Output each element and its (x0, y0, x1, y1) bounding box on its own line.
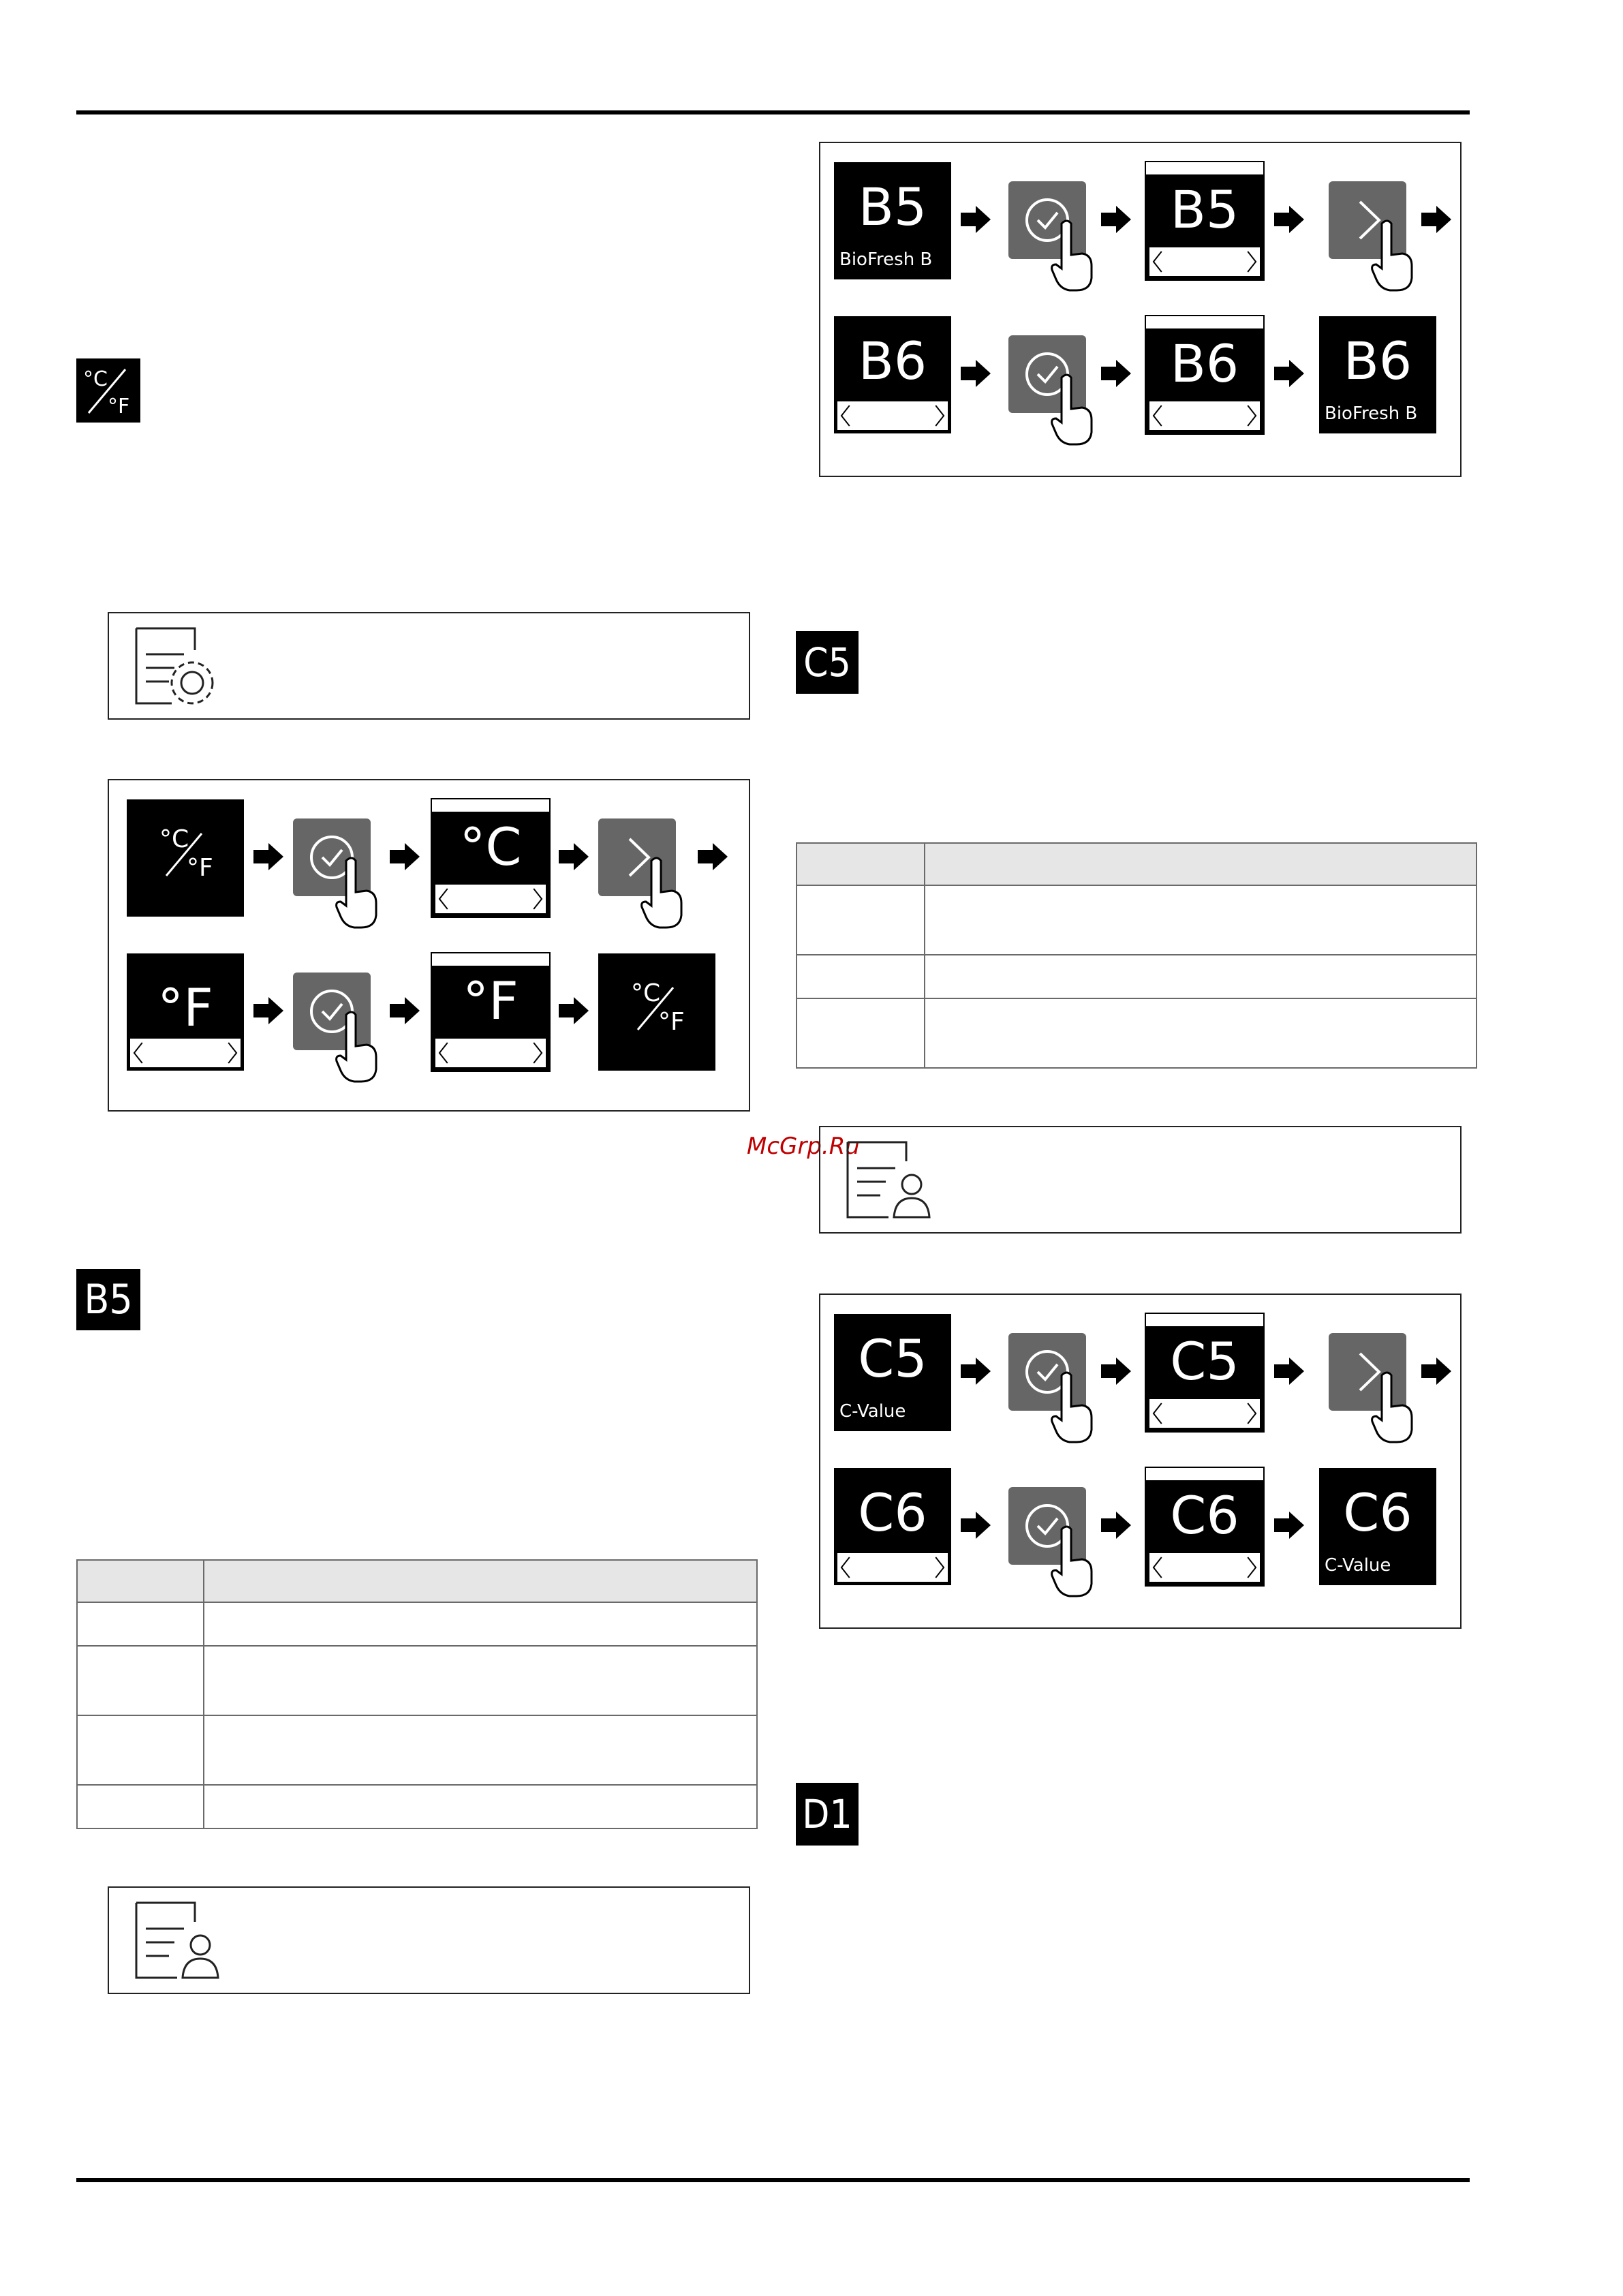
tile-value: C6 (1170, 1485, 1239, 1546)
tile-nav (1149, 1398, 1261, 1428)
arrow-icon (959, 358, 992, 388)
tile-value: C5 (858, 1328, 927, 1389)
arrow-icon (959, 204, 992, 234)
c5-selected-tile (1146, 1314, 1263, 1431)
svg-text:°F: °F (187, 854, 213, 882)
settings-document-icon (129, 620, 232, 716)
arrow-icon (1100, 1510, 1132, 1540)
hand-pointer-icon (1049, 218, 1097, 293)
user-info-box (819, 1126, 1462, 1234)
arrow-icon (959, 1510, 992, 1540)
fahrenheit-selected-tile (432, 953, 549, 1071)
c5-tile (834, 1314, 951, 1431)
fahrenheit-tile (127, 953, 244, 1071)
unit-tile (127, 799, 244, 917)
bottom-rule (76, 2178, 1470, 2182)
tile-subtitle: BioFresh B (839, 249, 933, 270)
c5-badge: C5 (796, 631, 859, 694)
arrow-icon (557, 842, 590, 872)
tile-value: C6 (1343, 1482, 1412, 1543)
hand-pointer-icon (334, 1009, 382, 1084)
svg-text:°C: °C (159, 825, 189, 853)
svg-text:°F: °F (108, 395, 130, 418)
tile-nav (435, 1038, 546, 1068)
table-row (797, 998, 1477, 1068)
b5-selected-tile (1146, 162, 1263, 279)
arrow-icon (1420, 1356, 1453, 1386)
arrow-icon (252, 842, 285, 872)
tile-nav (129, 1038, 241, 1068)
hand-pointer-icon (334, 855, 382, 930)
hand-pointer-icon (1049, 372, 1097, 447)
arrow-icon (959, 1356, 992, 1386)
tile-nav (837, 1552, 948, 1582)
tile-nav (1149, 401, 1261, 431)
b5-table (76, 1559, 758, 1829)
watermark: McGrp.Ru (747, 1133, 860, 1160)
hand-pointer-icon (639, 855, 687, 930)
tile-value: B6 (1170, 333, 1239, 394)
celsius-tile (432, 799, 549, 917)
c6-tile (834, 1468, 951, 1585)
tile-value: °F (463, 970, 519, 1031)
celsius-fahrenheit-icon (76, 358, 140, 423)
arrow-icon (388, 996, 421, 1026)
arrow-icon (1420, 204, 1453, 234)
svg-text:°C: °C (83, 367, 108, 391)
b-flow-diagram (819, 142, 1462, 477)
arrow-icon (1100, 358, 1132, 388)
c-flow-diagram (819, 1294, 1462, 1629)
arrow-icon (557, 996, 590, 1026)
user-info-box (108, 1886, 750, 1994)
table-row (77, 1646, 757, 1715)
tile-value: B5 (858, 177, 927, 237)
tile-nav (435, 884, 546, 914)
unit-tile (598, 953, 715, 1071)
b6-selected-tile (1146, 316, 1263, 433)
tile-nav (837, 401, 948, 431)
tile-subtitle: C-Value (839, 1401, 906, 1422)
b6-tile (834, 316, 951, 433)
arrow-icon (696, 842, 729, 872)
table-row (797, 955, 1477, 998)
tile-value: °F (157, 977, 213, 1038)
hand-pointer-icon (1370, 218, 1417, 293)
b6-result-tile (1319, 316, 1436, 433)
top-rule (76, 110, 1470, 114)
arrow-icon (1100, 1356, 1132, 1386)
hand-pointer-icon (1049, 1524, 1097, 1599)
table-row (77, 1602, 757, 1646)
tile-value: B6 (858, 331, 927, 391)
arrow-icon (1100, 204, 1132, 234)
tile-subtitle: BioFresh B (1325, 403, 1418, 424)
settings-info-box (108, 612, 750, 720)
b5-tile (834, 162, 951, 279)
c6-result-tile (1319, 1468, 1436, 1585)
tile-nav (1149, 1552, 1261, 1582)
table-row (797, 885, 1477, 955)
b5-badge: B5 (76, 1269, 140, 1330)
unit-flow-diagram (108, 779, 750, 1112)
arrow-icon (1273, 1356, 1305, 1386)
d1-badge: D1 (796, 1783, 859, 1846)
table-header-row (797, 843, 1477, 885)
user-document-icon (841, 1134, 943, 1229)
tile-value: B5 (1170, 179, 1239, 240)
arrow-icon (1273, 1510, 1305, 1540)
tile-value: °C (459, 816, 522, 877)
hand-pointer-icon (1049, 1370, 1097, 1445)
tile-nav (1149, 247, 1261, 277)
tile-subtitle: C-Value (1325, 1555, 1391, 1576)
table-row (77, 1785, 757, 1828)
arrow-icon (388, 842, 421, 872)
tile-value: C6 (858, 1482, 927, 1543)
table-header-row (77, 1560, 757, 1602)
c5-table (796, 842, 1477, 1069)
tile-value: C5 (1170, 1331, 1239, 1392)
user-document-icon (129, 1895, 232, 1990)
c6-selected-tile (1146, 1468, 1263, 1585)
table-row (77, 1715, 757, 1785)
arrow-icon (1273, 358, 1305, 388)
svg-text:°C: °C (631, 979, 661, 1007)
arrow-icon (1273, 204, 1305, 234)
tile-value: B6 (1343, 331, 1412, 391)
arrow-icon (252, 996, 285, 1026)
hand-pointer-icon (1370, 1370, 1417, 1445)
svg-text:°F: °F (658, 1008, 685, 1036)
